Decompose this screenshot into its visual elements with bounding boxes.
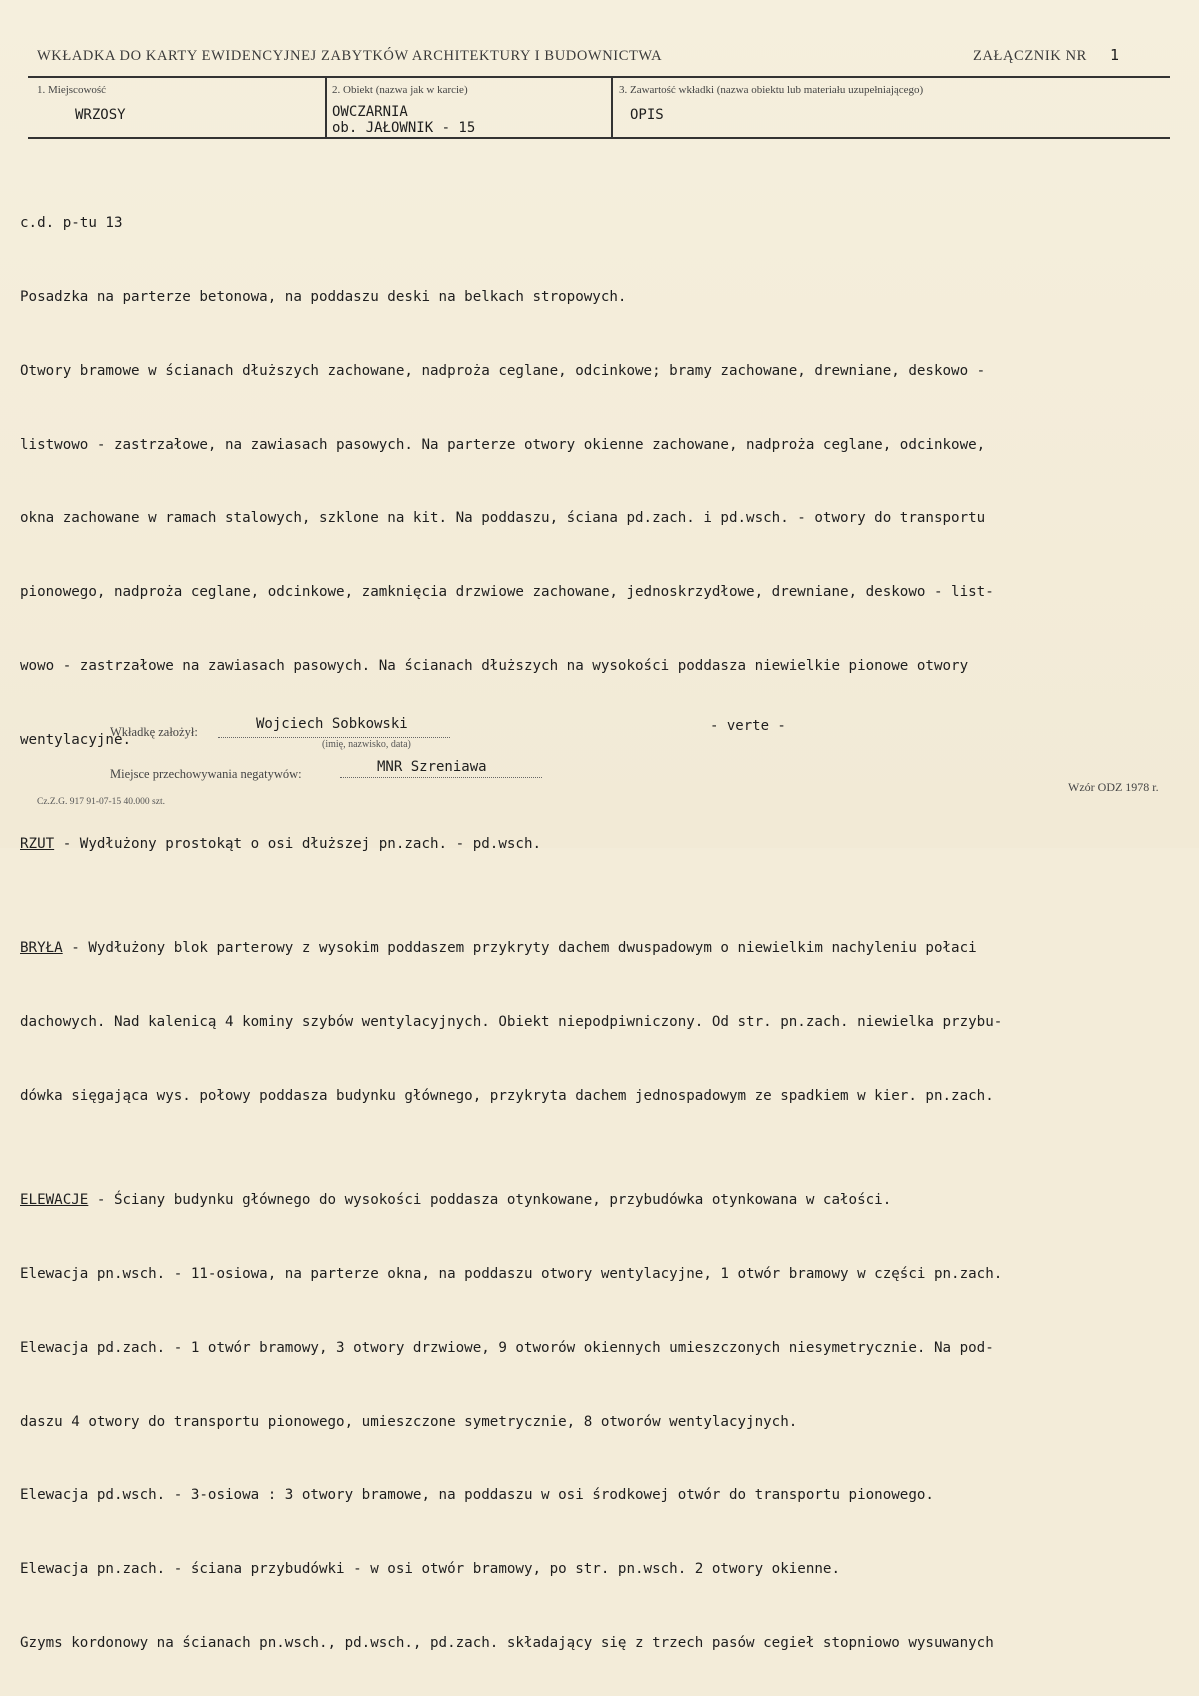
field-value-locality bbox=[75, 107, 126, 123]
body-line: Elewacja pd.zach. - 1 otwór bramowy, 3 otwory drzwiowe, 9 otworów okiennych umieszczonych niesymetrycznie. Na pod- bbox=[20, 1339, 994, 1356]
body-line: pionowego, nadproża ceglane, odcinkowe, zamknięcia drzwiowe zachowane, jednoskrzydłowe, drewniane, deskowo - list- bbox=[20, 584, 994, 601]
body-line: Gzyms kordonowy na ścianach pn.wsch., pd.wsch., pd.zach. składający się z trzech pasów cegieł stopniowo wysuwanych bbox=[20, 1635, 994, 1652]
body-line: Posadzka na parterze betonowa, na poddaszu deski na belkach stropowych. bbox=[20, 288, 627, 305]
field-value-line: ob. JAŁOWNIK - 15 bbox=[332, 120, 476, 136]
field-divider bbox=[611, 78, 613, 137]
body-line: Otwory bramowe w ścianach dłuższych zachowane, nadproża ceglane, odcinkowe; bramy zachowane, drewniane, deskowo - bbox=[20, 362, 986, 379]
header-top-rule bbox=[28, 76, 1170, 78]
section-elewacje bbox=[20, 1188, 1180, 1213]
form-print-code: Cz.Z.G. 917 91-07-15 40.000 szt. bbox=[37, 797, 165, 807]
field-value-line: OPIS bbox=[630, 107, 664, 123]
section-heading-bryla: BRYŁA bbox=[20, 940, 63, 957]
field-divider bbox=[325, 78, 327, 137]
section-heading-rzut: RZUT bbox=[20, 836, 55, 853]
storage-dotted-line bbox=[340, 777, 542, 778]
storage-label: Miejsce przechowywania negatywów: bbox=[110, 767, 302, 781]
storage-value: MNR Szreniawa bbox=[377, 759, 487, 775]
body-line: dówka sięgająca wys. połowy poddasza budynku głównego, przykryta dachem jednospadowym ze spadkiem w kier. pn.zach. bbox=[20, 1087, 994, 1104]
body-line: wentylacyjne. bbox=[20, 731, 132, 748]
form-title: WKŁADKA DO KARTY EWIDENCYJNEJ ZABYTKÓW ARCHITEKTURY I BUDOWNICTWA bbox=[37, 48, 663, 64]
body-line: c.d. p-tu 13 bbox=[20, 215, 123, 232]
section-rzut bbox=[20, 832, 1180, 857]
body-line: Elewacja pd.wsch. - 3-osiowa : 3 otwory bramowe, na poddaszu w osi środkowej otwór do transportu pionowego. bbox=[20, 1487, 934, 1504]
field-value-object bbox=[332, 104, 475, 136]
field-label-object: 2. Obiekt (nazwa jak w karcie) bbox=[332, 84, 468, 96]
body-line: Elewacja pn.zach. - ściana przybudówki - w osi otwór bramowy, po str. pn.wsch. 2 otwory okienne. bbox=[20, 1561, 840, 1578]
author-label: Wkładkę założył: bbox=[110, 725, 198, 739]
author-hint: (imię, nazwisko, data) bbox=[322, 739, 411, 750]
field-label-content: 3. Zawartość wkładki (nazwa obiektu lub materiału uzupełniającego) bbox=[619, 84, 924, 96]
section-text: - Ściany budynku głównego do wysokości poddasza otynkowane, przybudówka otynkowana w całości. bbox=[88, 1192, 892, 1209]
header-bottom-rule bbox=[28, 137, 1170, 139]
description-body bbox=[20, 162, 1180, 1696]
body-line: okna zachowane w ramach stalowych, szklone na kit. Na poddaszu, ściana pd.zach. i pd.wsch. - otwory do transportu bbox=[20, 510, 986, 527]
section-bryla bbox=[20, 936, 1180, 961]
author-value: Wojciech Sobkowski bbox=[256, 716, 408, 732]
annex-number: 1 bbox=[1110, 46, 1120, 64]
body-line: listwowo - zastrzałowe, na zawiasach pasowych. Na parterze otwory okienne zachowane, nadproża ceglane, odcinkowe, bbox=[20, 436, 986, 453]
annex-label: ZAŁĄCZNIK NR bbox=[973, 48, 1087, 64]
body-line: daszu 4 otwory do transportu pionowego, umieszczone symetrycznie, 8 otworów wentylacyjnych. bbox=[20, 1413, 798, 1430]
field-value-content bbox=[630, 107, 664, 123]
field-value-line: WRZOSY bbox=[75, 107, 126, 123]
section-text: - Wydłużony blok parterowy z wysokim poddaszem przykryty dachem dwuspadowym o niewielkim nachyleniu połaci bbox=[62, 940, 977, 957]
field-value-line: OWCZARNIA bbox=[332, 104, 408, 120]
form-pattern: Wzór ODZ 1978 r. bbox=[1068, 780, 1159, 794]
section-text: - Wydłużony prostokąt o osi dłuższej pn.zach. - pd.wsch. bbox=[54, 836, 542, 853]
body-line: Elewacja pn.wsch. - 11-osiowa, na parterze okna, na poddaszu otwory wentylacyjne, 1 otwór bramowy w części pn.zach. bbox=[20, 1266, 1003, 1283]
section-heading-elewacje: ELEWACJE bbox=[20, 1192, 89, 1209]
body-line: dachowych. Nad kalenicą 4 kominy szybów wentylacyjnych. Obiekt niepodpiwniczony. Od str. pn.zach. niewielka przybu- bbox=[20, 1014, 1003, 1031]
verte-note: - verte - bbox=[710, 718, 786, 734]
author-dotted-line bbox=[218, 737, 450, 738]
field-label-locality: 1. Miejscowość bbox=[37, 84, 107, 96]
body-line: wowo - zastrzałowe na zawiasach pasowych. Na ścianach dłuższych na wysokości poddasza niewielkie pionowe otwory bbox=[20, 657, 969, 674]
